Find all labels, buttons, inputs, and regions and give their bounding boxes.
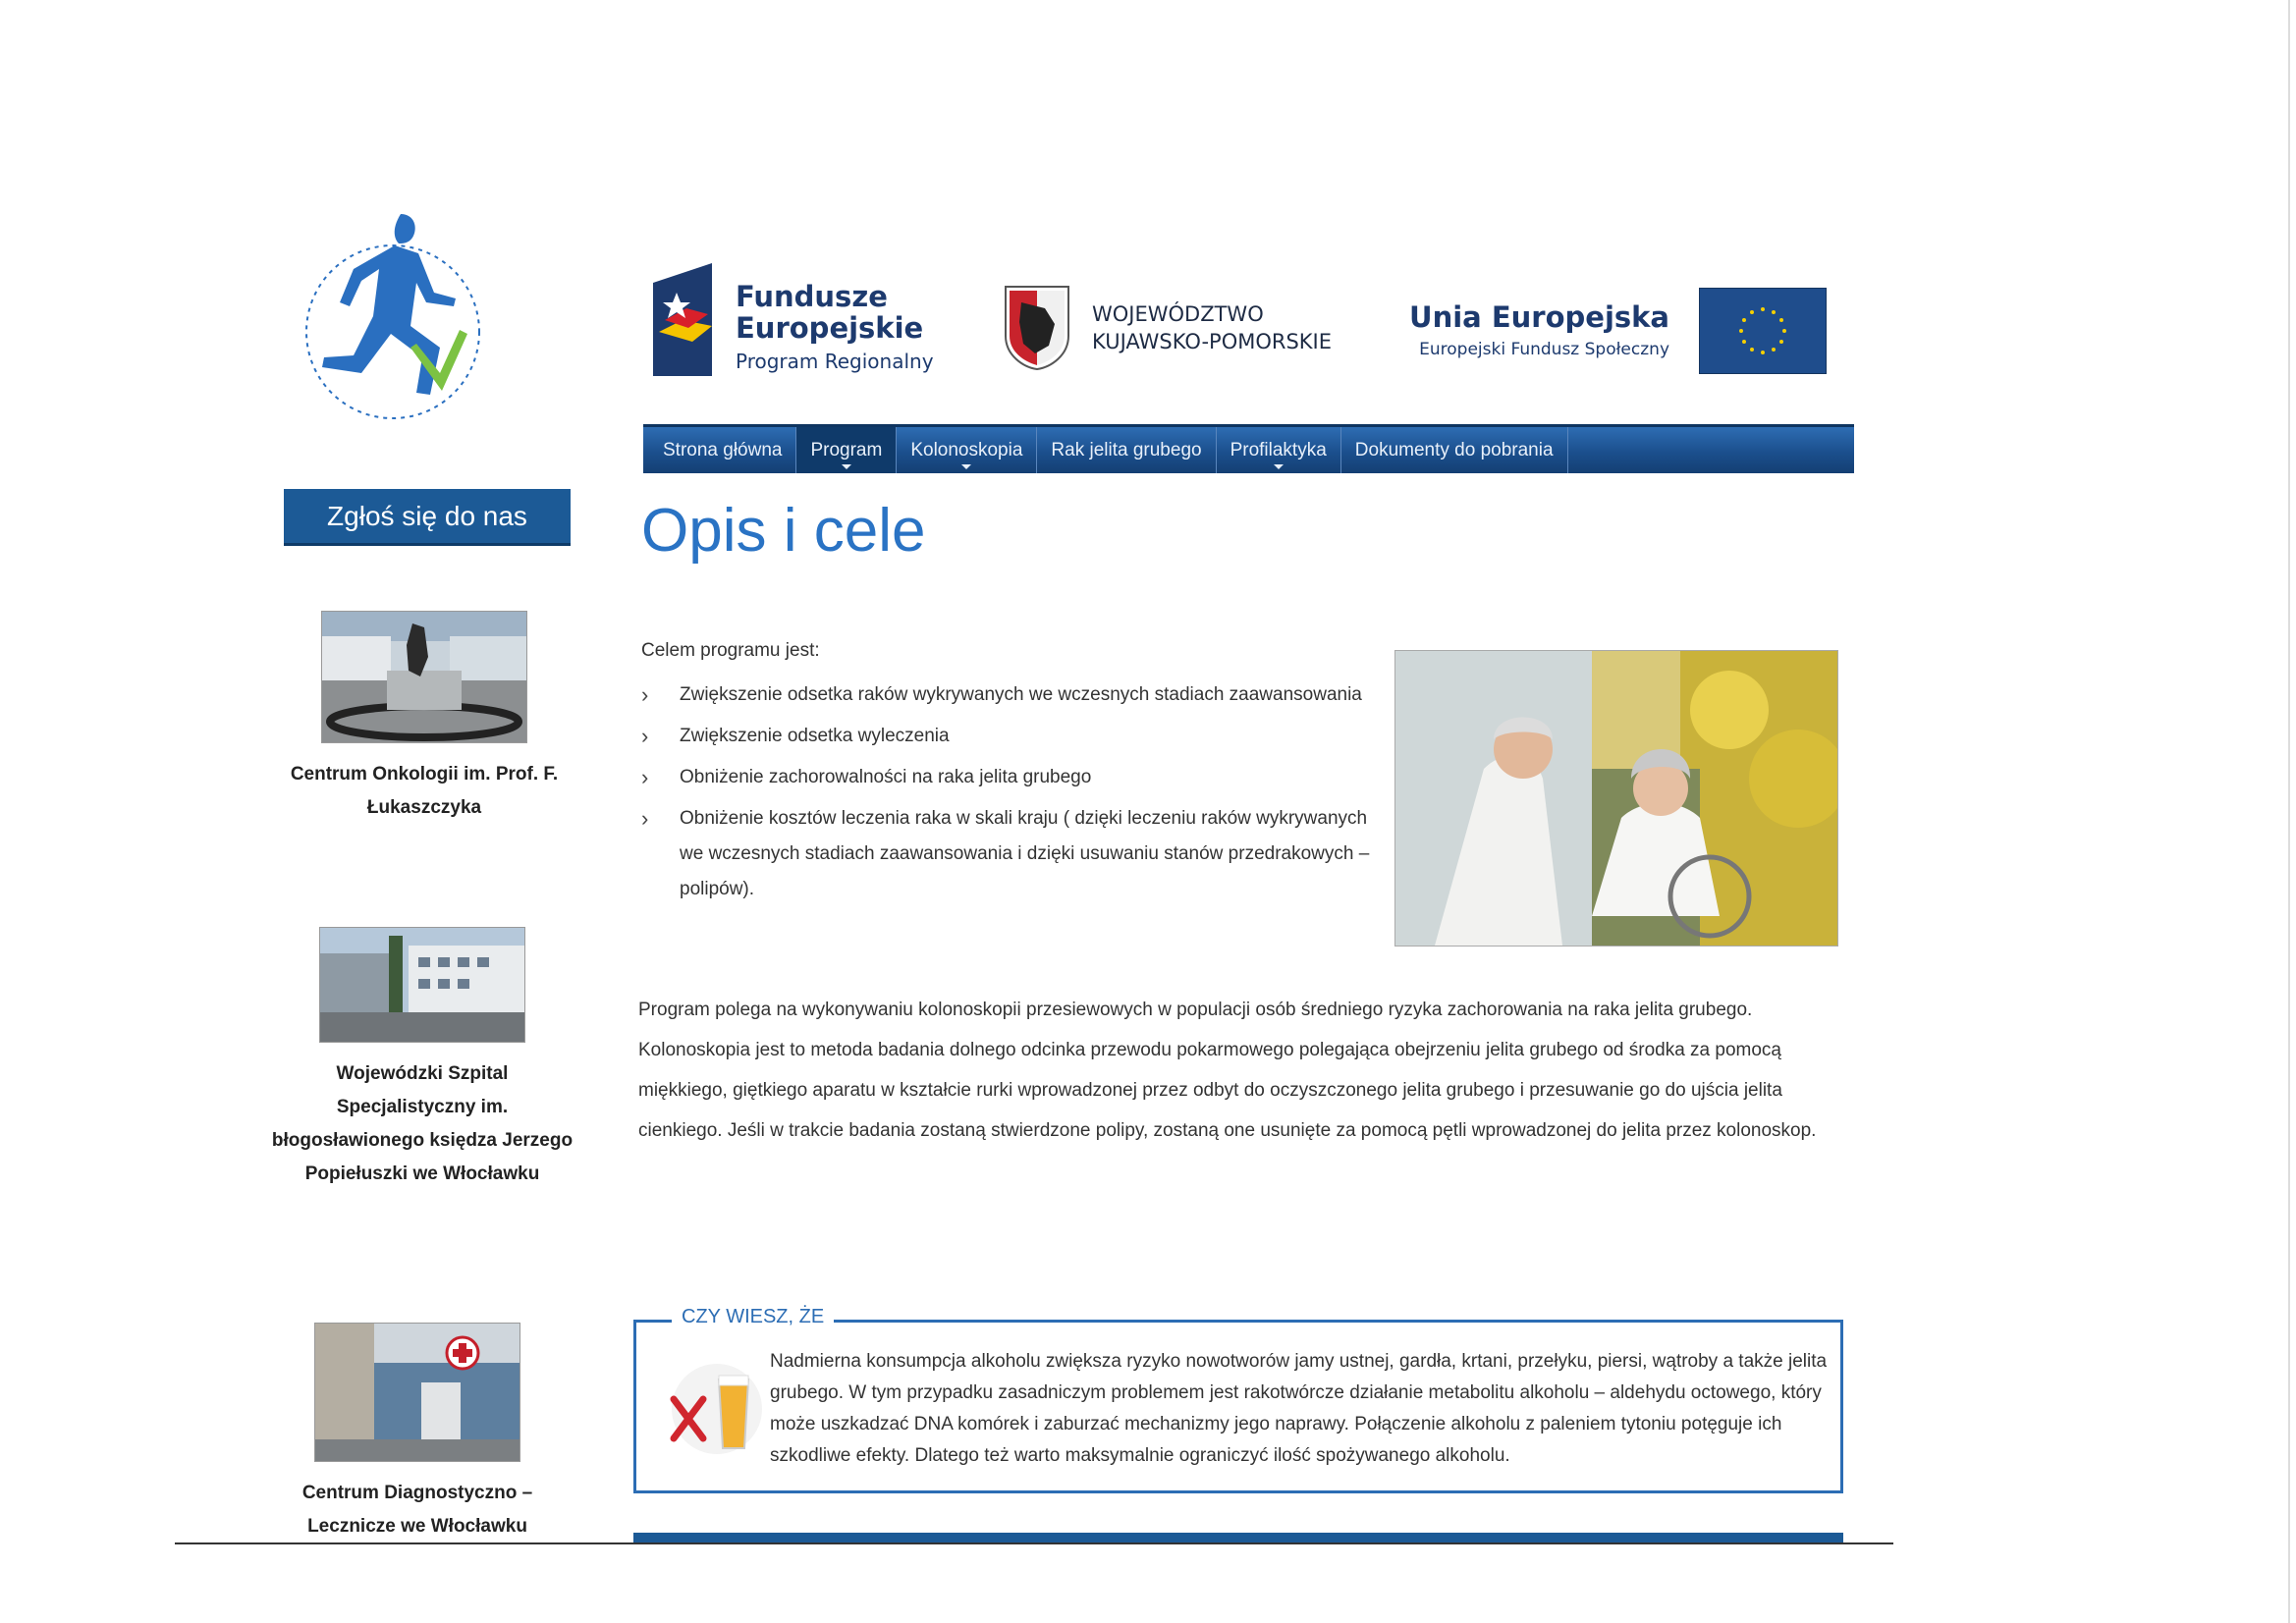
eu-subtitle: Europejski Fundusz Społeczny: [1419, 340, 1669, 359]
chevron-right-icon: ›: [641, 682, 649, 707]
wojewodztwo-logo: [1002, 283, 1355, 373]
did-you-know-box: [633, 1306, 1843, 1493]
nav-item-kolonoskopia[interactable]: [897, 427, 1037, 473]
sidebar-card-centrum-onkologii[interactable]: [267, 611, 581, 825]
eu-title: Unia Europejska: [1409, 300, 1669, 334]
caret-down-icon: [842, 464, 851, 469]
sidebar-card-centrum-diagnostyczne[interactable]: [260, 1323, 574, 1543]
hospital-photo[interactable]: [321, 611, 527, 743]
sidebar-card-caption: Centrum Onkologii im. Prof. F. Łukaszczyka: [290, 764, 559, 818]
caret-down-icon: [1274, 464, 1284, 469]
caret-down-icon: [961, 464, 971, 469]
nav-label: Strona główna: [663, 439, 783, 460]
hospital-photo[interactable]: [319, 927, 525, 1043]
chevron-right-icon: ›: [641, 765, 649, 789]
did-you-know-text: Nadmierna konsumpcja alkoholu zwiększa ryzyko nowotworów jamy ustnej, gardła, krtani, przełyku, piersi, wątroby a także jelita grubego. W tym przypadku zasadniczym problemem jest rakotwórcze działanie metabolitu alkoholu – aldehydu octowego, który może uszkadzać DNA komórek i zaburzać mechanizmy jego naprawy. Połączenie alkoholu z paleniem tytoniu potęguje ich szkodliwe efekty. Dlatego też warto maksymalnie ograniczyć ilość spożywanego alkoholu.: [770, 1351, 1828, 1466]
nav-label: Rak jelita grubego: [1051, 439, 1202, 460]
unia-europejska-logo: [1404, 285, 1827, 378]
chevron-right-icon: ›: [641, 724, 649, 748]
nav-label: Profilaktyka: [1230, 439, 1327, 460]
nav-item-program[interactable]: [796, 427, 897, 473]
crest-icon: [1002, 283, 1072, 371]
no-alcohol-icon: [668, 1350, 766, 1468]
program-description: Program polega na wykonywaniu kolonoskopii przesiewowych w populacji osób średniego ryzyka zachorowania na raka jelita grubego. Kolonoskopia jest to metoda badania dolnego odcinka przewodu pokarmowego polegająca obejrzeniu jelita grubego od środka za pomocą miękkiego, giętkiego aparatu w kształcie rurki wprowadzonej przez odbyt do oczyszczonego jelita grubego i przesuwanie go do ujścia jelita cienkiego. Jeśli w trakcie badania zostaną stwierdzone polipy, zostaną one usunięte za pomocą pętli wprowadzonej do jelita przez kolonoskop.: [638, 1000, 1817, 1141]
goal-item: [641, 719, 1388, 754]
goal-text: Obniżenie zachorowalności na raka jelita grubego: [680, 767, 1092, 787]
chevron-right-icon: ›: [641, 806, 649, 831]
fe-title-line2: Europejskie: [736, 311, 924, 345]
intro-text: Celem programu jest:: [641, 640, 820, 661]
goal-item: [641, 677, 1388, 713]
did-you-know-title: CZY WIESZ, ŻE: [672, 1306, 834, 1328]
main-navigation: [643, 424, 1854, 473]
fe-subtitle: Program Regionalny: [736, 350, 934, 373]
nav-label: Kolonoskopia: [910, 439, 1023, 460]
elderly-couple-photo: [1394, 650, 1838, 947]
fundusze-europejskie-logo: [653, 263, 948, 376]
fe-flag-icon: [653, 263, 712, 376]
page-edge: [2288, 0, 2290, 1623]
sidebar-card-caption: Wojewódzki Szpital Specjalistyczny im. błogosławionego księdza Jerzego Popiełuszki we Włocławku: [271, 1063, 574, 1184]
wojewodztwo-line2: KUJAWSKO-POMORSKIE: [1092, 330, 1333, 353]
fe-title-line1: Fundusze: [736, 280, 888, 313]
nav-label: Program: [810, 439, 883, 460]
nav-item-profilaktyka[interactable]: [1217, 427, 1341, 473]
goal-item: [641, 801, 1388, 907]
page-title: Opis i cele: [641, 497, 926, 565]
zglos-sie-button[interactable]: Zgłoś się do nas: [284, 489, 571, 546]
goal-item: [641, 760, 1388, 795]
nav-item-rak-jelita-grubego[interactable]: [1037, 427, 1216, 473]
nav-item-strona-glowna[interactable]: [649, 427, 796, 473]
nav-label: Dokumenty do pobrania: [1354, 439, 1554, 460]
program-logo[interactable]: [285, 206, 501, 442]
sidebar-card-caption: Centrum Diagnostyczno – Lecznicze we Włocławku: [301, 1483, 533, 1537]
goal-text: Zwiększenie odsetka raków wykrywanych we wczesnych stadiach zaawansowania: [680, 684, 1362, 705]
nav-item-dokumenty[interactable]: [1341, 427, 1568, 473]
wojewodztwo-line1: WOJEWÓDZTWO: [1092, 302, 1264, 326]
clinic-photo[interactable]: [314, 1323, 520, 1462]
eu-flag-icon: [1699, 288, 1827, 374]
sidebar-card-szpital-wloclawek[interactable]: [265, 927, 579, 1191]
page-divider: [175, 1542, 1893, 1544]
goal-text: Zwiększenie odsetka wyleczenia: [680, 726, 950, 746]
goals-list: [641, 677, 1388, 913]
goal-text: Obniżenie kosztów leczenia raka w skali kraju ( dzięki leczeniu raków wykrywanych we wczesnych stadiach zaawansowania i dzięki usuwaniu stanów przedrakowych – polipów).: [680, 808, 1370, 899]
